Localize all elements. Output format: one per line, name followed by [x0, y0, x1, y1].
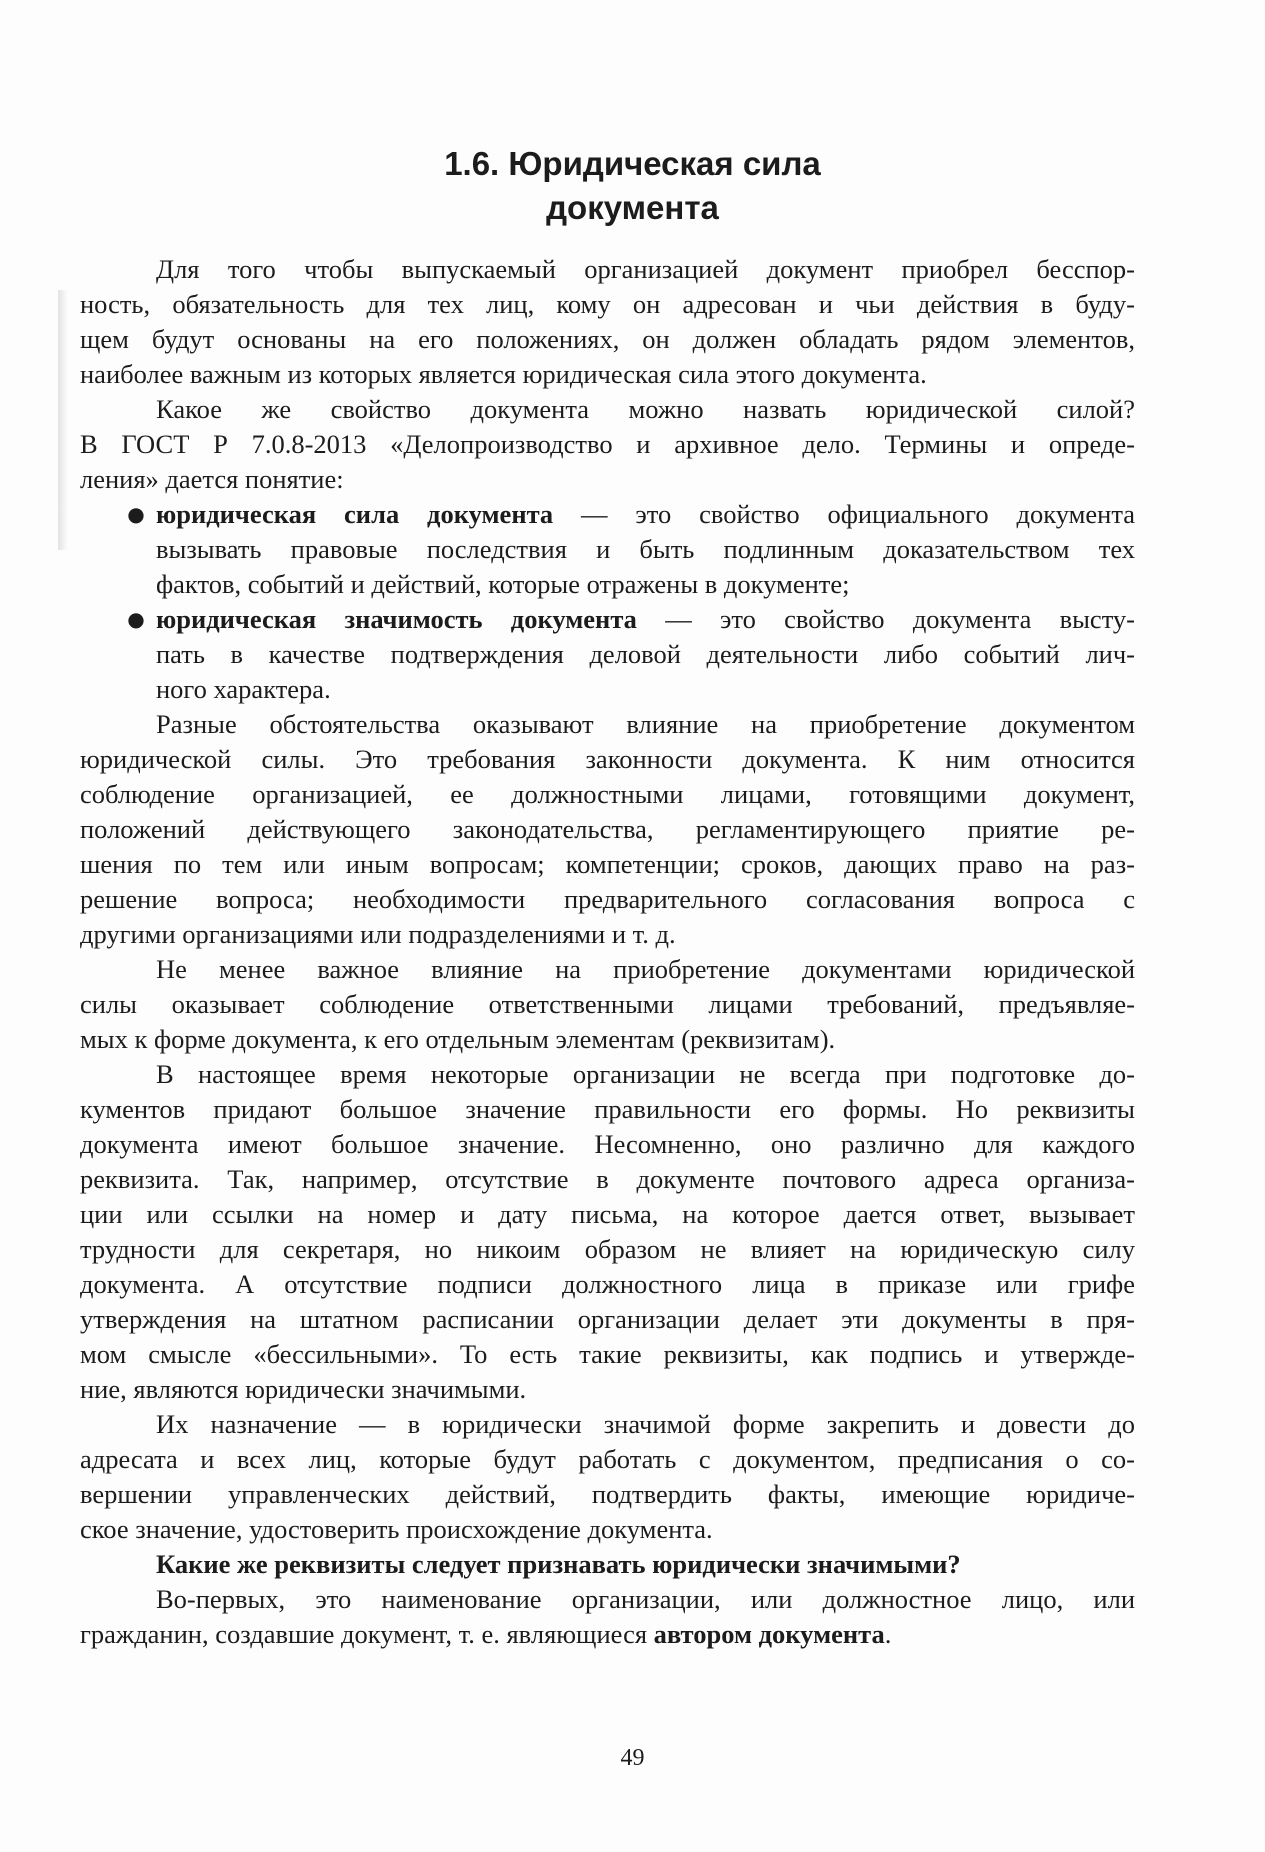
text-line: мых к форме документа, к его отдельным элементам (реквизитам). [80, 1024, 836, 1054]
text-line: адресата и всех лиц, которые будут работать с документом, предписания о со- [80, 1444, 1135, 1474]
term-definition: — это свойство документа высту- [636, 604, 1135, 634]
text-line [80, 1547, 1135, 1582]
text-line: кументов придают большое значение правильности его формы. Но реквизиты [80, 1094, 1135, 1124]
text-line: документа имеют большое значение. Несомненно, оно различно для каждого [80, 1129, 1135, 1159]
text-line: реквизита. Так, например, отсутствие в документе почтового адреса организа- [80, 1164, 1135, 1194]
text-line: решение вопроса; необходимости предварительного согласования вопроса с [80, 884, 1135, 914]
scan-shadow [58, 290, 68, 550]
text-line: вершении управленческих действий, подтвердить факты, имеющие юридиче- [80, 1479, 1135, 1509]
paragraph-4 [80, 952, 1135, 1057]
text-line: Разные обстоятельства оказывают влияние на приобретение документом [156, 709, 1135, 739]
section-title-line2: документа [546, 189, 719, 226]
text-line: документа. А отсутствие подписи должностного лица в приказе или грифе [80, 1269, 1135, 1299]
text-line: Какое же свойство документа можно назвать юридической силой? [156, 394, 1135, 424]
term-legal-significance: юридическая значимость документа [156, 604, 637, 634]
text-line: положений действующего законодательства, регламентирующего приятие ре- [80, 814, 1135, 844]
paragraph-1 [80, 252, 1135, 392]
text-line: ние, являются юридически значимыми. [80, 1374, 527, 1404]
bullet-item-legal-force [80, 497, 1135, 602]
section-title [0, 142, 1265, 230]
text-line [80, 1617, 1135, 1652]
text-line: шения по тем или иным вопросам; компетенции; сроков, дающих право на раз- [80, 849, 1135, 879]
paragraph-3 [80, 707, 1135, 952]
text-run: . [884, 1619, 892, 1649]
text-line: Не менее важное влияние на приобретение документами юридической [156, 954, 1135, 984]
text-line: наиболее важным из которых является юридическая сила этого документа. [80, 359, 927, 389]
text-line: Во-первых, это наименование организации, или должностное лицо, или [156, 1584, 1135, 1614]
text-line: ного характера. [156, 674, 331, 704]
paragraph-5 [80, 1057, 1135, 1407]
text-line: В настоящее время некоторые организации не всегда при подготовке до- [156, 1059, 1135, 1089]
text-line [80, 497, 1135, 532]
term-definition: — это свойство официального документа [553, 499, 1135, 529]
text-line: Их назначение — в юридически значимой форме закрепить и довести до [156, 1409, 1135, 1439]
term-document-author: автором документа [653, 1619, 885, 1649]
text-line: мом смысле «бессильными». То есть такие реквизиты, как подпись и утвержде- [80, 1339, 1135, 1369]
text-line: другими организациями или подразделениями и т. д. [80, 919, 676, 949]
text-line [80, 602, 1135, 637]
text-line: соблюдение организацией, ее должностными лицами, готовящими документ, [80, 779, 1135, 809]
page-number: 49 [620, 1745, 645, 1771]
text-line: утверждения на штатном расписании организации делает эти документы в пря- [80, 1304, 1135, 1334]
text-line: трудности для секретаря, но никоим образом не влияет на юридическую силу [80, 1234, 1135, 1264]
text-line: щем будут основаны на его положениях, он должен обладать рядом элементов, [80, 324, 1135, 354]
text-line: юридической силы. Это требования законности документа. К ним относится [80, 744, 1135, 774]
text-line: пать в качестве подтверждения деловой деятельности либо событий лич- [156, 639, 1135, 669]
question-heading [80, 1547, 1135, 1582]
bullet-icon: ● [127, 502, 145, 526]
text-line: В ГОСТ Р 7.0.8-2013 «Делопроизводство и архивное дело. Термины и опреде- [80, 429, 1135, 459]
section-title-line1: 1.6. Юридическая сила [444, 145, 821, 182]
text-line: ления» дается понятие: [80, 464, 344, 494]
bullet-item-legal-significance [80, 602, 1135, 707]
text-line: ское значение, удостоверить происхождение документа. [80, 1514, 713, 1544]
bullet-icon: ● [127, 607, 145, 631]
text-line: силы оказывает соблюдение ответственными лицами требований, предъявляе- [80, 989, 1135, 1019]
text-line: ность, обязательность для тех лиц, кому он адресован и чьи действия в буду- [80, 289, 1135, 319]
paragraph-7 [80, 1582, 1135, 1652]
question-text: Какие же реквизиты следует признавать юридически значимыми? [156, 1549, 961, 1579]
text-run: гражданин, создавшие документ, т. е. являющиеся [80, 1619, 654, 1649]
text-line: фактов, событий и действий, которые отражены в документе; [156, 569, 850, 599]
page-body [80, 252, 1135, 1652]
text-line: вызывать правовые последствия и быть подлинным доказательством тех [156, 534, 1135, 564]
paragraph-6 [80, 1407, 1135, 1547]
paragraph-2 [80, 392, 1135, 497]
term-legal-force: юридическая сила документа [156, 499, 554, 529]
text-line: ции или ссылки на номер и дату письма, на которое дается ответ, вызывает [80, 1199, 1135, 1229]
text-line: Для того чтобы выпускаемый организацией документ приобрел бесспор- [156, 254, 1135, 284]
